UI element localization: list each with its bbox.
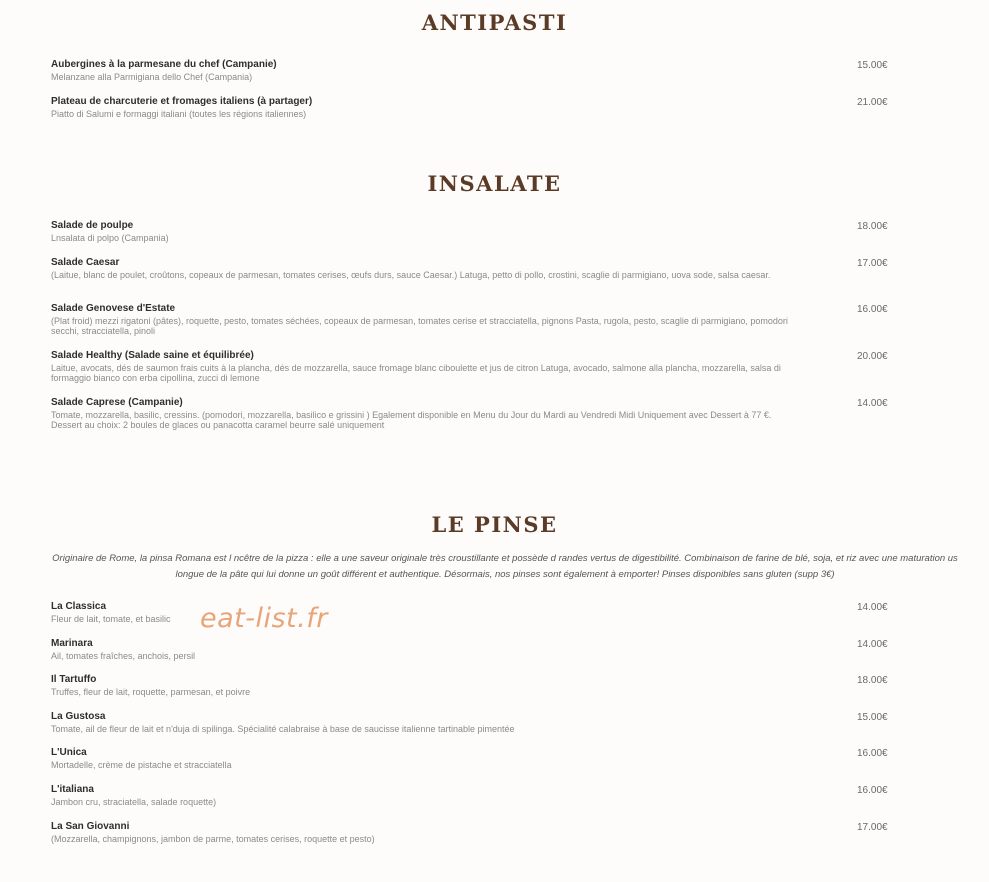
- item-price: 18.00€: [857, 675, 888, 686]
- menu-item: [51, 256, 911, 280]
- item-description: Tomate, ail de fleur de lait et n'duja di spilinga. Spécialité calabraise à base de saucisse italienne tartinable pimentée: [51, 724, 515, 734]
- item-name: Salade Healthy (Salade saine et équilibrée): [51, 350, 254, 361]
- menu-item: [51, 58, 911, 82]
- menu-item: [51, 219, 911, 243]
- item-price: 20.00€: [857, 351, 888, 362]
- menu-item: [51, 783, 911, 807]
- menu-item: [51, 396, 911, 430]
- item-name: Aubergines à la parmesane du chef (Campanie): [51, 59, 277, 70]
- item-name: Marinara: [51, 638, 93, 649]
- item-price: 17.00€: [857, 822, 888, 833]
- menu-item: [51, 710, 911, 734]
- item-name: Salade Caesar: [51, 257, 120, 268]
- item-description: Jambon cru, straciatella, salade roquette): [51, 797, 217, 807]
- menu-item: [51, 746, 911, 770]
- item-description: (Laitue, blanc de poulet, croûtons, copeaux de parmesan, tomates cerises, œufs durs, sauce Caesar.) Latuga, petto di pollo, crostini, scaglie di parmigiano, uova sode, salsa caesar.: [51, 270, 771, 280]
- pinse-title: LE PINSE: [431, 512, 558, 537]
- item-name: Salade Genovese d'Estate: [51, 303, 176, 314]
- menu-item: [51, 600, 911, 624]
- item-price: 16.00€: [857, 304, 888, 315]
- item-name: Salade de poulpe: [51, 220, 134, 231]
- item-name: L'italiana: [51, 784, 94, 795]
- item-name: Plateau de charcuterie et fromages italiens (à partager): [51, 96, 313, 107]
- antipasti-title: ANTIPASTI: [421, 10, 568, 35]
- menu-item: [51, 349, 911, 383]
- menu-item: [51, 637, 911, 661]
- item-name: L'Unica: [51, 747, 87, 758]
- item-price: 14.00€: [857, 639, 888, 650]
- item-description: Lnsalata di polpo (Campania): [51, 233, 169, 243]
- item-description: Tomate, mozzarella, basilic, cressins. (pomodori, mozzarella, basilico e grissini ) Egalement disponible en Menu du Jour du Mardi au Vendredi Midi Uniquement avec Dessert à 77 €. Dessert au choix: 2 boules de glaces ou panacotta caramel beurre salé uniquement: [51, 410, 772, 430]
- item-price: 17.00€: [857, 258, 888, 269]
- item-description: (Mozzarella, champignons, jambon de parme, tomates cerises, roquette et pesto): [51, 834, 375, 844]
- item-description: Truffes, fleur de lait, roquette, parmesan, et poivre: [51, 687, 251, 697]
- watermark: eat-list.fr: [200, 603, 328, 634]
- item-name: La Classica: [51, 601, 107, 612]
- item-description: Mortadelle, crème de pistache et stracciatella: [51, 760, 232, 770]
- item-name: Il Tartuffo: [51, 674, 97, 685]
- item-description: (Plat froid) mezzi rigatoni (pâtes), roquette, pesto, tomates séchées, copeaux de parmesan, tomates cerise et stracciatella, pignons Pasta, rugola, pesto, scaglie di parmigiano, pomodori secchi, stracciatella, pinoli: [51, 316, 788, 336]
- menu-item: [51, 820, 911, 844]
- pinse-intro: Originaire de Rome, la pinsa Romana est l ncêtre de la pizza : elle a une saveur originale très croustillante et possède d randes vertus de digestibilité. Combinaison de farine de blé, soja, et riz avec une maturation us longue de la pâte qui lui donne un goût différent et authentique. Désormais, nos pinses sont également à emporter! Pinses disponibles sans gluten (supp 3€): [52, 553, 958, 580]
- menu-item: [51, 302, 911, 336]
- item-description: Ail, tomates fraîches, anchois, persil: [51, 651, 196, 661]
- item-description: Melanzane alla Parmigiana dello Chef (Campania): [51, 72, 253, 82]
- item-price: 16.00€: [857, 785, 888, 796]
- item-price: 15.00€: [857, 60, 888, 71]
- item-price: 15.00€: [857, 712, 888, 723]
- menu-item: [51, 95, 911, 119]
- item-price: 14.00€: [857, 602, 888, 613]
- item-price: 14.00€: [857, 398, 888, 409]
- insalate-title: INSALATE: [427, 171, 562, 196]
- item-price: 21.00€: [857, 97, 888, 108]
- item-price: 18.00€: [857, 221, 888, 232]
- item-price: 16.00€: [857, 748, 888, 759]
- item-description: Piatto di Salumi e formaggi italiani (toutes les régions italiennes): [51, 109, 307, 119]
- item-name: La Gustosa: [51, 711, 106, 722]
- item-description: Laitue, avocats, dés de saumon frais cuits à la plancha, dés de mozzarella, sauce fromage blanc ciboulette et jus de citron Latuga, avocado, salmone alla plancha, mozzarella, salsa di formaggio bianco con erba cipollina, zucci di lemone: [51, 363, 781, 383]
- menu-item: [51, 673, 911, 697]
- item-name: La San Giovanni: [51, 821, 130, 832]
- item-description: Fleur de lait, tomate, et basilic: [51, 614, 171, 624]
- item-name: Salade Caprese (Campanie): [51, 397, 183, 408]
